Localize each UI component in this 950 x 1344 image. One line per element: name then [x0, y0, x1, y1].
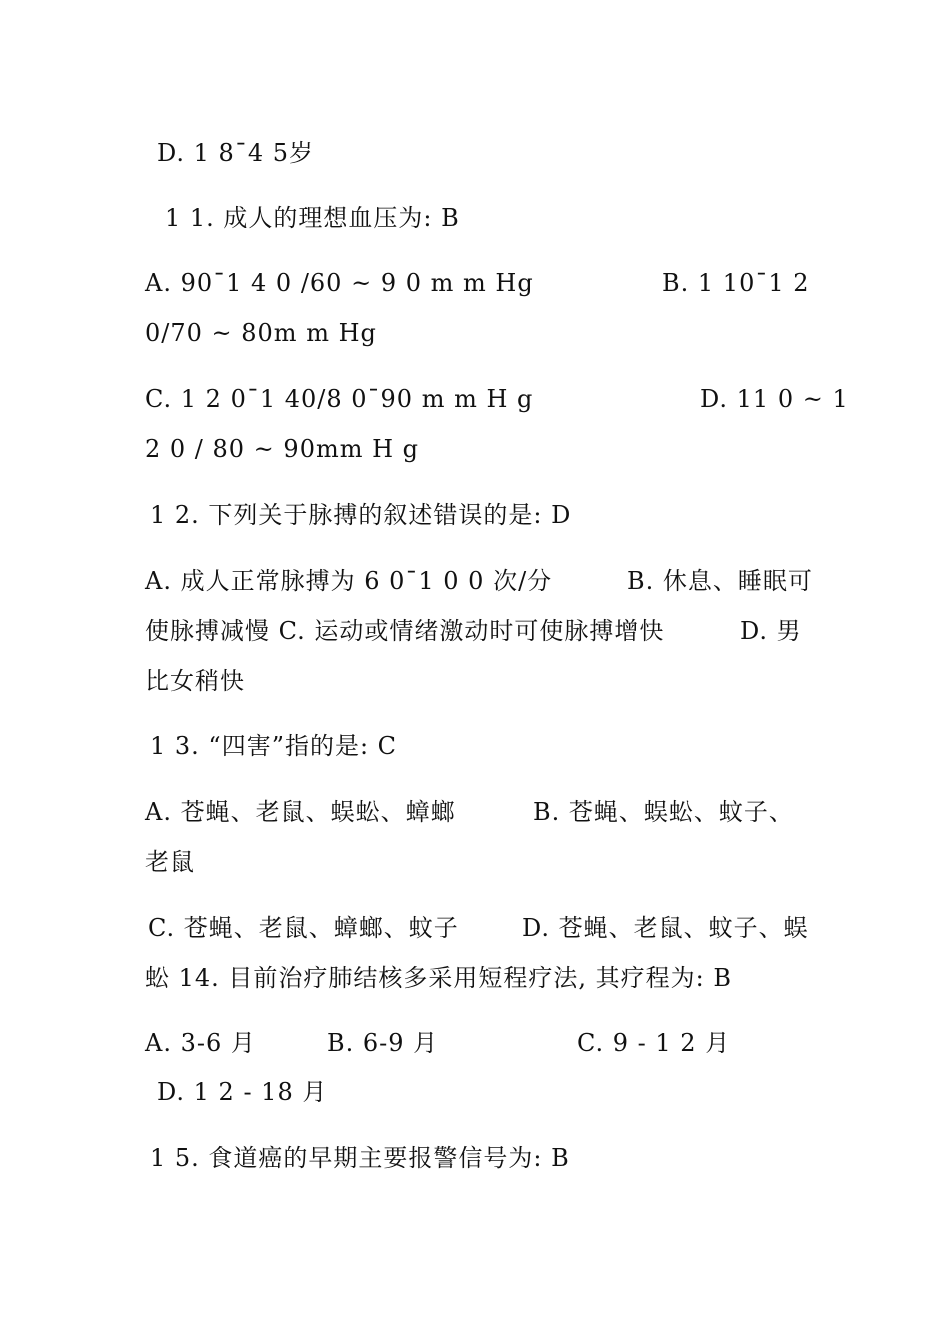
q10-option-d: D. 1 8¯4 5岁: [157, 139, 314, 167]
q13-stem: 1 3. “四害”指的是: C: [150, 732, 398, 760]
q11-option-d-cont: 2 0 / 80 ~ 90mm H g: [145, 435, 420, 463]
q11-option-d: D. 11 0 ~ 1: [700, 385, 849, 413]
q13-option-b-cont: 老鼠: [145, 848, 195, 876]
q12-option-b: B. 休息、睡眠可: [627, 567, 813, 595]
q11-option-b-cont: 0/70 ~ 80m m Hg: [145, 319, 377, 347]
q11-option-b: B. 1 10¯1 2: [662, 269, 810, 297]
q14-option-d: D. 1 2 - 18 月: [157, 1078, 328, 1106]
q11-option-a: A. 90¯1 4 0 /60 ~ 9 0 m m Hg: [145, 269, 534, 297]
q14-option-b: B. 6-9 月: [327, 1029, 439, 1057]
q12-option-b-cont-c: 使脉搏减慢 C. 运动或情绪激动时可使脉搏增快: [145, 617, 665, 645]
q14-stem: 蚣 14. 目前治疗肺结核多采用短程疗法, 其疗程为: B: [145, 964, 733, 992]
q13-option-c: C. 苍蝇、老鼠、蟑螂、蚊子: [148, 914, 459, 942]
q12-option-d-cont: 比女稍快: [145, 667, 245, 695]
q14-option-a: A. 3-6 月: [145, 1029, 256, 1057]
q15-stem: 1 5. 食道癌的早期主要报警信号为: B: [150, 1144, 570, 1172]
q11-stem: 1 1. 成人的理想血压为: B: [165, 204, 460, 232]
q13-option-b: B. 苍蝇、蜈蚣、蚊子、: [533, 798, 794, 826]
q13-option-d: D. 苍蝇、老鼠、蚊子、蜈: [522, 914, 809, 942]
q12-option-a: A. 成人正常脉搏为 6 0¯1 0 0 次/分: [145, 567, 553, 595]
q14-option-c: C. 9 - 1 2 月: [577, 1029, 731, 1057]
q13-option-a: A. 苍蝇、老鼠、蜈蚣、蟑螂: [145, 798, 456, 826]
q12-stem: 1 2. 下列关于脉搏的叙述错误的是: D: [150, 501, 572, 529]
q12-option-d: D. 男: [740, 617, 802, 645]
q11-option-c: C. 1 2 0¯1 40/8 0¯90 m m H g: [145, 385, 534, 413]
